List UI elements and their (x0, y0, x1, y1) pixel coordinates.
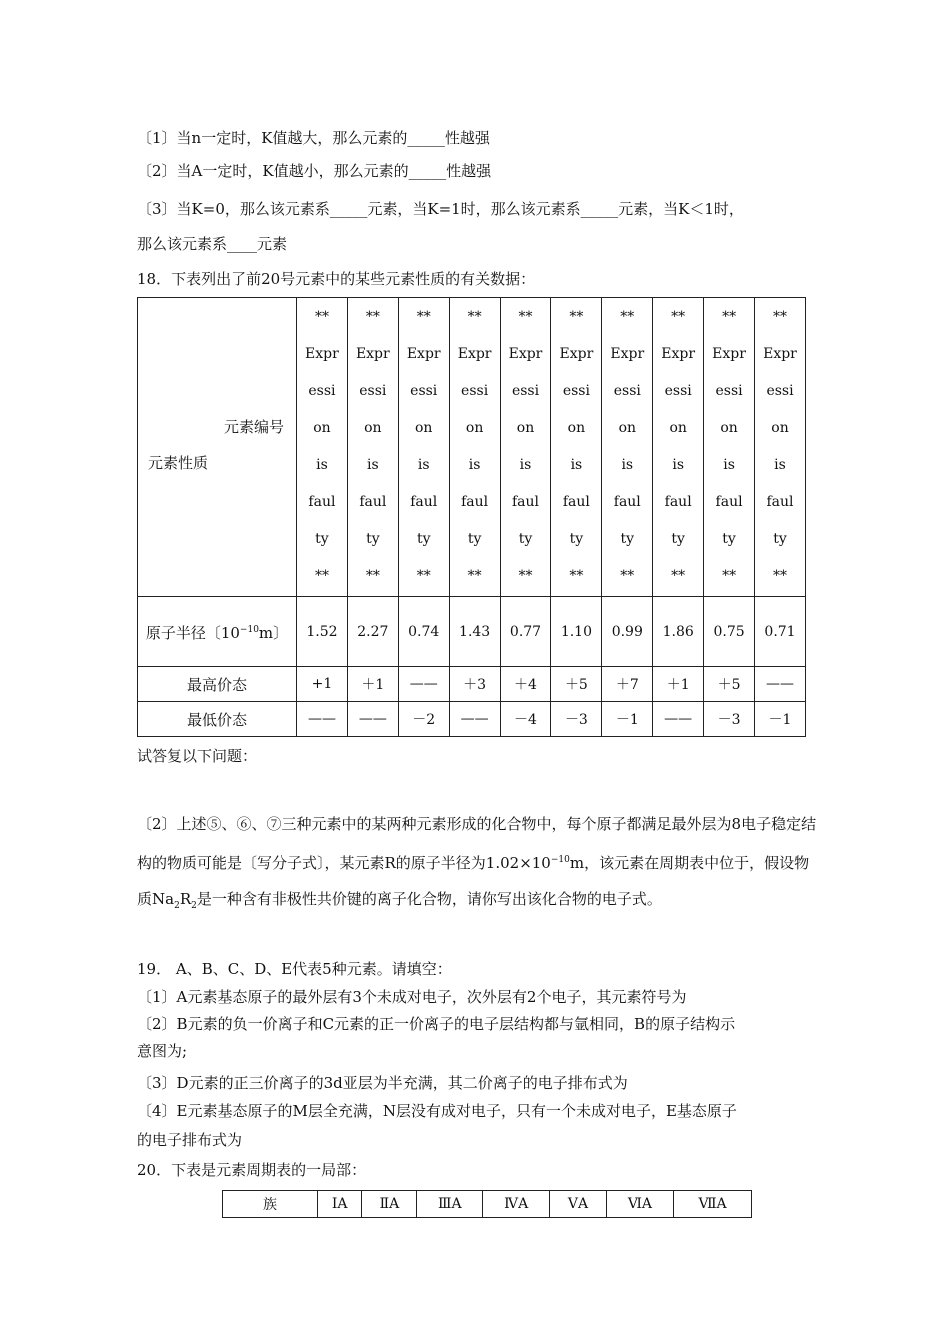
valence-cell: －3 (551, 702, 602, 737)
column-header-fragment: ** (671, 568, 686, 584)
column-header-fragment: ** (773, 309, 787, 325)
column-header-fragment: on (364, 420, 382, 436)
valence-cell: —— (347, 702, 398, 737)
valence-cell: ＋1 (653, 667, 704, 702)
column-header-fragment: ty (366, 531, 380, 547)
column-header-fragment: is (316, 457, 328, 473)
corner-element-property-label: 元素性质 (148, 454, 209, 472)
q19-line-3: 〔3〕D元素的正三价离子的3d亚层为半充满，其二价离子的电子排布式为 (137, 1074, 628, 1092)
column-header-fragment: essi (359, 383, 387, 399)
column-header-fragment: ** (620, 309, 635, 325)
valence-cell: ＋3 (449, 667, 500, 702)
valence-cell: —— (398, 667, 449, 702)
q19-title: 19． A、B、C、D、E代表5种元素。请填空： (137, 960, 452, 978)
column-header-fragment: essi (562, 383, 590, 399)
column-header-fragment: ** (416, 568, 431, 584)
column-header-fragment: is (468, 457, 481, 473)
radius-cell: 0.74 (398, 597, 449, 667)
column-header-fragment: ty (315, 531, 329, 547)
column-header-fragment: faul (308, 494, 336, 510)
q19-line-1: 〔1〕A元素基态原子的最外层有3个未成对电子，次外层有2个电子，其元素符号为 (137, 988, 687, 1006)
column-header-fragment: ty (416, 531, 431, 547)
column-header-fragment: is (672, 457, 685, 473)
valence-cell: ＋5 (704, 667, 755, 702)
radius-cell: 0.71 (755, 597, 806, 667)
valence-cell: —— (449, 702, 500, 737)
valence-cell: －4 (500, 702, 551, 737)
column-header-fragment: ** (620, 568, 635, 584)
column-header-6 (551, 298, 602, 597)
q17-line-4: 那么该元素系____元素 (137, 235, 288, 253)
column-header-fragment: Expr (406, 346, 441, 362)
valence-cell: －1 (755, 702, 806, 737)
column-header-fragment: Expr (712, 346, 746, 362)
column-header-fragment: faul (511, 494, 540, 510)
column-header-fragment: faul (766, 494, 794, 510)
column-header-fragment: Expr (508, 346, 543, 362)
column-header-8 (653, 298, 704, 597)
valence-cell: －3 (704, 702, 755, 737)
column-header-fragment: essi (613, 383, 641, 399)
column-header-fragment: on (465, 420, 484, 436)
column-header-fragment: ** (416, 309, 431, 325)
q17-line-2: 〔2〕当A一定时，K值越小，那么元素的_____性越强 (137, 162, 492, 180)
column-header-fragment: on (720, 420, 738, 436)
table-corner-cell (138, 298, 297, 597)
column-header-fragment: ty (773, 531, 787, 547)
column-header-fragment: on (771, 420, 789, 436)
column-header-fragment: essi (766, 383, 794, 399)
valence-cell: —— (653, 702, 704, 737)
table-row-lowest-valence (138, 702, 806, 737)
column-header-fragment: faul (359, 494, 387, 510)
group-header-row (223, 1191, 752, 1218)
q17-line-1: 〔1〕当n一定时，K值越大，那么元素的_____性越强 (137, 129, 490, 147)
q19-line-2a: 〔2〕B元素的负一价离子和C元素的正一价离子的电子层结构都与氩相同，B的原子结构示 (137, 1015, 736, 1033)
column-header-fragment: ** (365, 568, 380, 584)
group-header-cell: ⅥA (606, 1191, 673, 1218)
column-header-fragment: on (415, 420, 433, 436)
column-header-fragment: Expr (355, 346, 390, 362)
column-header-fragment: essi (511, 383, 540, 399)
radius-cell: 2.27 (347, 597, 398, 667)
column-header-fragment: on (618, 420, 637, 436)
radius-cell: 0.77 (500, 597, 551, 667)
column-header-fragment: faul (410, 494, 438, 510)
column-header-fragment: ** (722, 309, 737, 325)
group-label-cell: 族 (223, 1191, 318, 1218)
column-header-fragment: ** (671, 309, 686, 325)
q17-line-3: 〔3〕当K=0，那么该元素系_____元素，当K=1时，那么该元素系_____元素，当K＜1时， (137, 200, 744, 218)
column-header-fragment: Expr (661, 346, 696, 362)
column-header-fragment: essi (715, 383, 743, 399)
column-header-fragment: ty (569, 531, 584, 547)
column-header-4 (449, 298, 500, 597)
column-header-fragment: is (519, 457, 532, 473)
column-header-fragment: ** (569, 568, 584, 584)
q20-intro: 20．下表是元素周期表的一局部： (137, 1161, 367, 1179)
row-label-highest-valence: 最高价态 (138, 667, 297, 702)
column-header-fragment: Expr (763, 346, 797, 362)
group-header-cell: ⅡA (362, 1191, 417, 1218)
table-header-row (138, 298, 806, 597)
valence-cell: ＋1 (347, 667, 398, 702)
column-header-fragment: Expr (457, 346, 492, 362)
column-header-fragment: faul (562, 494, 590, 510)
column-header-fragment: ** (314, 568, 329, 584)
valence-cell: ＋4 (500, 667, 551, 702)
column-header-fragment: on (567, 420, 586, 436)
column-header-fragment: Expr (305, 346, 339, 362)
column-header-fragment: essi (664, 383, 692, 399)
column-header-fragment: ty (467, 531, 482, 547)
column-header-2 (347, 298, 398, 597)
valence-cell: －2 (398, 702, 449, 737)
column-header-fragment: is (723, 457, 735, 473)
column-header-1 (297, 298, 348, 597)
column-header-fragment: ty (722, 531, 736, 547)
group-header-cell: ⅢA (417, 1191, 483, 1218)
column-header-9 (704, 298, 755, 597)
column-header-fragment: ty (620, 531, 635, 547)
column-header-fragment: ** (773, 568, 787, 584)
q18-part-2: 〔2〕上述⑤、⑥、⑦三种元素中的某两种元素形成的化合物中，每个原子都满足最外层为8电子稳定结构的物质可能是〔写分子式〕，某元素R的原子半径为$1.02\times 10^{-10}m$，该元素在周期表中位于，假设物质$Na_2R_2$是一种含有非极性共价键的离子化合物，请你写出该化合物的电子式。 (137, 815, 817, 911)
element-property-table (137, 297, 806, 737)
q19-line-4a: 〔4〕E元素基态原子的M层全充满，N层没有成对电子，只有一个未成对电子，E基态原子 (137, 1102, 737, 1120)
radius-cell: 1.52 (297, 597, 348, 667)
column-header-fragment: ** (467, 309, 482, 325)
column-header-7 (602, 298, 653, 597)
column-header-fragment: on (516, 420, 535, 436)
q19-line-4b: 的电子排布式为 (137, 1131, 243, 1149)
column-header-fragment: faul (715, 494, 743, 510)
column-header-5 (500, 298, 551, 597)
column-header-fragment: on (313, 420, 331, 436)
column-header-fragment: is (621, 457, 634, 473)
column-header-fragment: is (774, 457, 786, 473)
column-header-3 (398, 298, 449, 597)
valence-cell: +1 (297, 667, 348, 702)
periodic-table-fragment (222, 1190, 752, 1218)
column-header-fragment: Expr (559, 346, 594, 362)
valence-cell: ＋5 (551, 667, 602, 702)
q18-answer-prompt: 试答复以下问题： (137, 747, 258, 765)
column-header-fragment: essi (461, 383, 489, 399)
column-header-fragment: on (669, 420, 687, 436)
column-header-fragment: ** (314, 309, 329, 325)
radius-cell: 1.10 (551, 597, 602, 667)
column-header-fragment: Expr (610, 346, 645, 362)
table-row-highest-valence (138, 667, 806, 702)
column-header-fragment: faul (613, 494, 641, 510)
group-header-cell: ⅤA (550, 1191, 607, 1218)
row-label-lowest-valence: 最低价态 (138, 702, 297, 737)
column-header-fragment: faul (461, 494, 489, 510)
valence-cell: －1 (602, 702, 653, 737)
column-header-fragment: essi (410, 383, 438, 399)
column-header-fragment: ** (518, 309, 533, 325)
column-header-fragment: ** (467, 568, 482, 584)
column-header-fragment: ty (518, 531, 533, 547)
valence-cell: —— (297, 702, 348, 737)
column-header-10 (755, 298, 806, 597)
radius-cell: 0.99 (602, 597, 653, 667)
radius-cell: 1.86 (653, 597, 704, 667)
column-header-fragment: ty (671, 531, 685, 547)
q18-intro: 18．下表列出了前20号元素中的某些元素性质的有关数据： (137, 270, 536, 288)
column-header-fragment: is (367, 457, 379, 473)
column-header-fragment: ** (365, 309, 380, 325)
valence-cell: ＋7 (602, 667, 653, 702)
q19-line-2b: 意图为; (137, 1042, 188, 1060)
column-header-fragment: faul (664, 494, 692, 510)
group-header-cell: ⅠA (318, 1191, 362, 1218)
row-label-atomic-radius: 原子半径〔$10^{-10}m$〕 (138, 597, 297, 667)
column-header-fragment: ** (722, 568, 737, 584)
radius-cell: 0.75 (704, 597, 755, 667)
group-header-cell: ⅦA (674, 1191, 752, 1218)
column-header-fragment: ** (518, 568, 533, 584)
radius-cell: 1.43 (449, 597, 500, 667)
column-header-fragment: is (570, 457, 583, 473)
column-header-fragment: is (417, 457, 430, 473)
table-row-atomic-radius (138, 597, 806, 667)
valence-cell: —— (755, 667, 806, 702)
group-header-cell: ⅣA (483, 1191, 550, 1218)
column-header-fragment: ** (569, 309, 584, 325)
column-header-fragment: essi (308, 383, 336, 399)
corner-element-number-label: 元素编号 (223, 418, 284, 436)
